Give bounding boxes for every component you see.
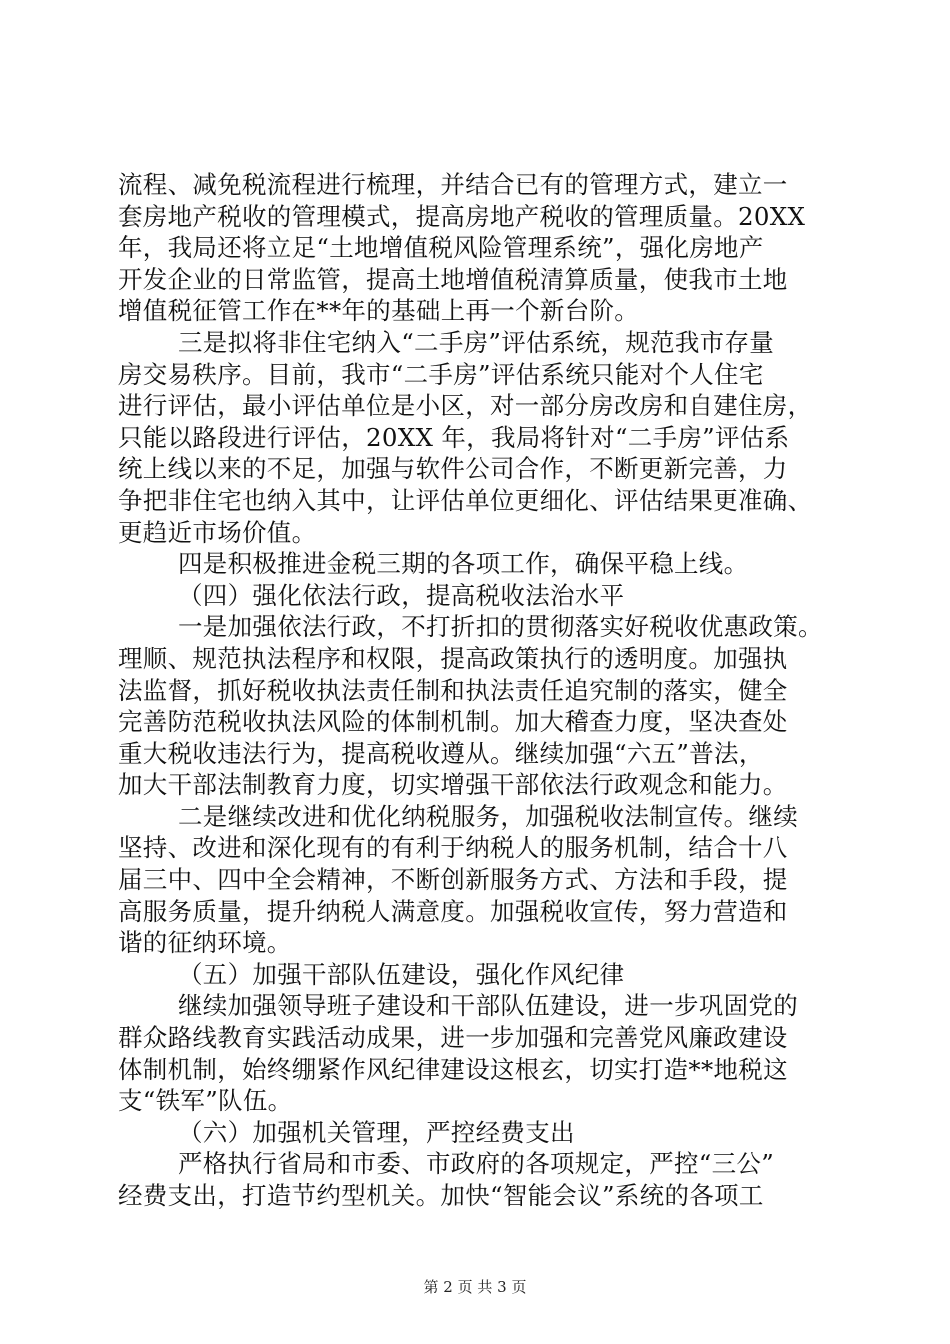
text-line: 开发企业的日常监管，提高土地增值税清算质量，使我市土地 (118, 264, 788, 294)
text-line: 房交易秩序。目前，我市“二手房”评估系统只能对个人住宅 (118, 359, 764, 389)
text-line: 年，我局还将立足“土地增值税风险管理系统”，强化房地产 (118, 233, 764, 263)
text-line: （四）强化依法行政，提高税收法治水平 (178, 580, 625, 610)
text-line: 谐的征纳环境。 (118, 928, 292, 958)
text-line: 理顺、规范执法程序和权限，提高政策执行的透明度。加强执 (118, 643, 788, 673)
document-body (118, 169, 834, 1212)
text-line: 坚持、改进和深化现有的有利于纳税人的服务机制，结合十八 (118, 833, 788, 863)
text-line: 届三中、四中全会精神，不断创新服务方式、方法和手段，提 (118, 865, 788, 895)
text-line: 继续加强领导班子建设和干部队伍建设，进一步巩固党的 (178, 991, 798, 1021)
text-line: 争把非住宅也纳入其中，让评估单位更细化、评估结果更准确、 (118, 485, 813, 515)
text-line: 进行评估，最小评估单位是小区，对一部分房改房和自建住房， (118, 391, 813, 421)
text-line: 更趋近市场价值。 (118, 517, 317, 547)
text-line: 四是积极推进金税三期的各项工作，确保平稳上线。 (178, 549, 749, 579)
text-line: 一是加强依法行政，不打折扣的贯彻落实好税收优惠政策。 (178, 612, 823, 642)
text-line: 完善防范税收执法风险的体制机制。加大稽查力度，坚决查处 (118, 707, 788, 737)
text-line: 严格执行省局和市委、市政府的各项规定，严控“三公” (178, 1149, 775, 1179)
text-line: 重大税收违法行为，提高税收遵从。继续加强“六五”普法， (118, 738, 764, 768)
text-line: 群众路线教育实践活动成果，进一步加强和完善党风廉政建设 (118, 1023, 788, 1053)
text-line: 三是拟将非住宅纳入“二手房”评估系统，规范我市存量 (178, 327, 775, 357)
page-footer: 第 2 页 共 3 页 (423, 1278, 527, 1296)
text-line: 加大干部法制教育力度，切实增强干部依法行政观念和能力。 (118, 770, 788, 800)
text-line: 支“铁军”队伍。 (118, 1086, 293, 1116)
text-line: 只能以路段进行评估，20XX 年，我局将针对“二手房”评估系 (118, 422, 790, 452)
text-line: 流程、减免税流程进行梳理，并结合已有的管理方式，建立一 (118, 170, 788, 199)
text-line: （五）加强干部队伍建设，强化作风纪律 (178, 959, 625, 989)
text-line: 套房地产税收的管理模式，提高房地产税收的管理质量。20XX (118, 201, 806, 231)
text-line: 体制机制，始终绷紧作风纪律建设这根玄，切实打造**地税这 (118, 1054, 788, 1084)
text-line: 统上线以来的不足，加强与软件公司合作，不断更新完善，力 (118, 454, 788, 484)
text-line: 增值税征管工作在**年的基础上再一个新台阶。 (118, 296, 640, 326)
text-line: 法监督，抓好税收执法责任制和执法责任追究制的落实，健全 (118, 675, 788, 705)
text-line: 经费支出，打造节约型机关。加快“智能会议”系统的各项工 (118, 1181, 764, 1210)
text-line: 二是继续改进和优化纳税服务，加强税收法制宣传。继续 (178, 801, 798, 831)
text-line: 高服务质量，提升纳税人满意度。加强税收宣传，努力营造和 (118, 896, 788, 926)
text-line: （六）加强机关管理，严控经费支出 (178, 1117, 575, 1147)
